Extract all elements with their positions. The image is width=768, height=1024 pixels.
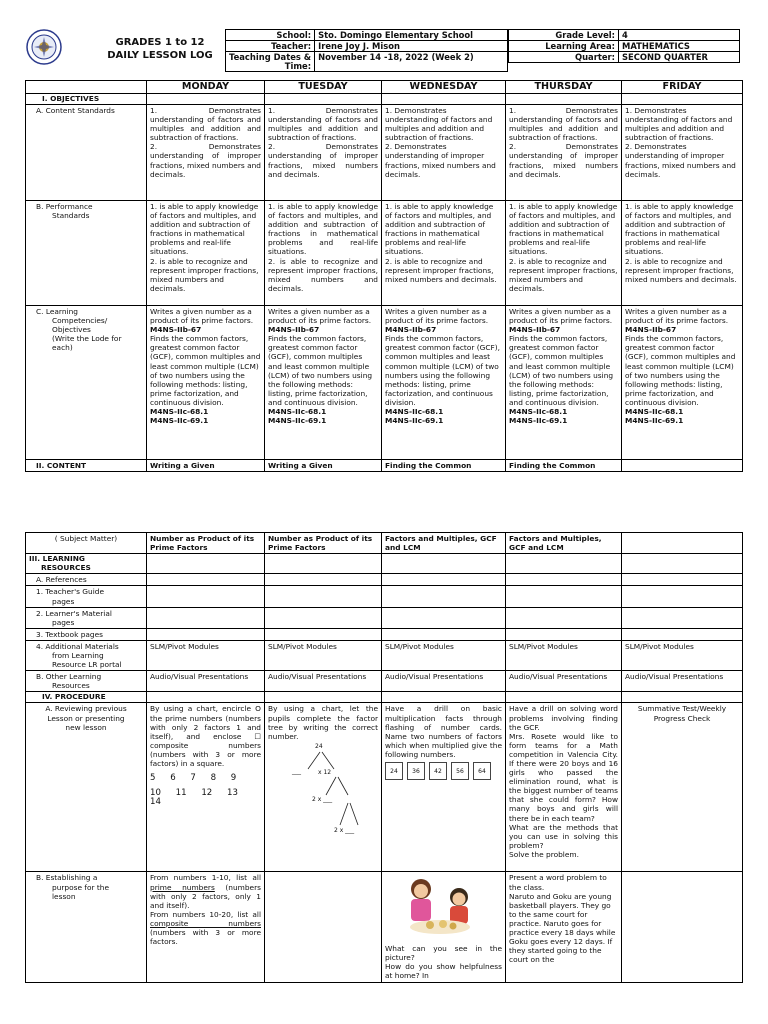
quarter-value: SECOND QUARTER (619, 52, 740, 63)
comp-wed-code2: M4NS-IIc-68.1 (385, 407, 444, 417)
quarter-label: Quarter: (509, 52, 619, 63)
competencies-mon (147, 306, 265, 460)
comp-tue-code1: M4NS-IIb-67 (268, 325, 320, 335)
comp-tue-code3: M4NS-IIc-69.1 (268, 416, 327, 426)
content-standards-label: A. Content Standards (26, 105, 147, 201)
corner-cell (26, 81, 147, 94)
comp-fri-code1: M4NS-IIb-67 (625, 325, 677, 335)
day-header-tue: TUESDAY (265, 81, 382, 94)
header-info-right (508, 29, 740, 63)
performance-label-1: B. Performance (36, 202, 93, 211)
additional-tue: SLM/Pivot Modules (265, 640, 382, 670)
factor-tree-diagram (268, 743, 378, 853)
competencies-label (26, 306, 147, 460)
review-tue-text: By using a chart, let the pupils complete the factor tree by writing the correct number. (268, 704, 378, 741)
purpose-mon-2: prime numbers (150, 882, 215, 892)
tg-pages-1: 1. Teacher's Guide (36, 587, 105, 597)
comp-wed-text1: Writes a given number as a product of its prime factors. (385, 307, 489, 326)
other-resources-1: B. Other Learning (36, 672, 102, 682)
purpose-thu: Present a word problem to the class. Naruto and Goku are young basketball players. They go to the same court for practice. Naruto goes for practice every 18 days while Goku goes every 12 days. If they started going to the court on the (506, 872, 622, 983)
competencies-thu (506, 306, 622, 460)
lesson-log-table-part-1 (25, 80, 743, 472)
school-value: Sto. Domingo Elementary School (315, 30, 508, 41)
area-value: MATHEMATICS (619, 41, 740, 52)
comp-thu-code3: M4NS-IIc-69.1 (509, 416, 568, 426)
lm-pages-1: 2. Learner's Material (36, 608, 112, 618)
competencies-label-3: Objectives (52, 325, 91, 335)
additional-materials-label (26, 640, 147, 670)
learning-resources-2: RESOURCES (41, 562, 91, 572)
number-cards (385, 762, 502, 780)
comp-tue-text1: Writes a given number as a product of its prime factors. (268, 307, 372, 326)
competencies-label-4: (Write the Lode for (52, 334, 122, 344)
day-header-mon: MONDAY (147, 81, 265, 94)
review-label-3: new lesson (65, 722, 107, 732)
title-line-1: GRADES 1 to 12 (115, 37, 205, 48)
comp-fri-code2: M4NS-IIc-68.1 (625, 407, 684, 417)
review-label-1: A. Reviewing previous (45, 704, 127, 714)
lm-pages-label (26, 607, 147, 628)
comp-fri-text2: Finds the common factors, greatest common factor (GCF), common multiples and least common multiple (LCM) of two numbers using the following methods: listing, prime factorization, and continuous division. (625, 334, 736, 407)
tg-pages-label (26, 586, 147, 607)
number-card: 42 (429, 762, 447, 780)
additional-1: 4. Additional Materials (36, 641, 119, 651)
content-tue-b: Number as Product of its Prime Factors (265, 533, 382, 554)
content-heading: II. CONTENT (26, 460, 147, 472)
performance-standards-thu: 1. is able to apply knowledge of factors and multiples, and addition and subtraction of fractions in mathematical problems and real-life situations. 2. is able to recognize and represent improper fractions, mixed numbers and decimals. (506, 201, 622, 306)
purpose-wed (382, 872, 506, 983)
area-label: Learning Area: (509, 41, 619, 52)
additional-fri: SLM/Pivot Modules (622, 640, 743, 670)
other-resources-fri: Audio/Visual Presentations (622, 671, 743, 692)
content-thu-a: Finding the Common (506, 460, 622, 472)
references-label: A. References (26, 574, 147, 586)
procedure-heading: IV. PROCEDURE (26, 692, 147, 703)
performance-standards-label (26, 201, 147, 306)
purpose-label-3: lesson (52, 891, 76, 901)
day-header-thu: THURSDAY (506, 81, 622, 94)
competencies-label-2: Competencies/ (52, 316, 108, 326)
comp-mon-code1: M4NS-IIb-67 (150, 325, 202, 335)
log-title (95, 36, 225, 62)
performance-standards-fri: 1. is able to apply knowledge of factors and multiples, and addition and subtraction of fractions in mathematical problems and real-life situations. 2. is able to recognize and represent improper fractions, mixed numbers and decimals. (622, 201, 743, 306)
comp-thu-code2: M4NS-IIc-68.1 (509, 407, 568, 417)
teacher-value: Irene Joy J. Mison (315, 41, 508, 52)
dates-value: November 14 -18, 2022 (Week 2) (315, 52, 508, 72)
content-standards-thu: 1. Demonstrates understanding of factors and multiples and addition and subtraction of fractions. 2. Demonstrates understanding of improper fractions, mixed numbers and decimals. (506, 105, 622, 201)
other-resources-2: Resources (52, 681, 90, 691)
comp-thu-text2: Finds the common factors, greatest common factor (GCF), common multiples and least common multiple (LCM) of two numbers using the following methods: listing, prime factorization, and continuous division. (509, 334, 614, 407)
purpose-mon-6: (numbers with 3 or more factors. (150, 927, 261, 947)
purpose-wed-text: What can you see in the picture? How do you show helpfulness at home? In (385, 943, 502, 980)
tree-row-2: 2 x ___ (312, 795, 333, 803)
other-resources-mon: Audio/Visual Presentations (147, 671, 265, 692)
review-mon-nums-1: 5 6 7 8 9 (150, 773, 237, 784)
subject-matter-label: ( Subject Matter) (26, 533, 147, 554)
number-card: 64 (473, 762, 491, 780)
textbook-pages-label: 3. Textbook pages (26, 628, 147, 640)
tree-row-3: 2 x ___ (334, 826, 355, 834)
purpose-mon-5: composite numbers (150, 918, 261, 928)
day-header-fri: FRIDAY (622, 81, 743, 94)
comp-wed-text2: Finds the common factors, greatest common factor (GCF), common multiples and least common multiple (LCM) of two numbers using the following methods: listing, prime factorization, and continuous division. (385, 334, 500, 407)
comp-wed-code3: M4NS-IIc-69.1 (385, 416, 444, 426)
review-wed-text: Have a drill on basic multiplication facts through flashing of number cards. Name two numbers of factors which when multiplied give the following numbers. (385, 704, 502, 759)
competencies-fri (622, 306, 743, 460)
review-tue (265, 703, 382, 872)
header-info-left (225, 29, 508, 72)
comp-mon-code2: M4NS-IIc-68.1 (150, 407, 209, 417)
grade-label: Grade Level: (509, 30, 619, 41)
purpose-mon-1: From numbers 1-10, list all (150, 873, 261, 883)
comp-mon-code3: M4NS-IIc-69.1 (150, 416, 209, 426)
grade-value: 4 (619, 30, 740, 41)
school-label: School: (226, 30, 315, 41)
competencies-label-1: C. Learning (36, 307, 78, 316)
content-thu-b: Factors and Multiples, GCF and LCM (506, 533, 622, 554)
comp-mon-text2: Finds the common factors, greatest common factor (GCF), common multiples and least common multiple (LCM) of two numbers using the following methods: listing, prime factorization, and continuous division. (150, 334, 261, 407)
number-card: 56 (451, 762, 469, 780)
additional-3: Resource LR portal (52, 660, 122, 670)
dates-label-2: Time: (284, 60, 312, 71)
comp-fri-code3: M4NS-IIc-69.1 (625, 416, 684, 426)
review-label-2: Lesson or presenting (47, 713, 125, 723)
performance-standards-wed: 1. is able to apply knowledge of factors and multiples, and addition and subtraction of fractions in mathematical problems and real-life situations. 2. is able to recognize and represent improper fractions, mixed numbers and decimals. (382, 201, 506, 306)
number-card: 36 (407, 762, 425, 780)
number-card: 24 (385, 762, 403, 780)
content-standards-fri: 1. Demonstrates understanding of factors and multiples and addition and subtraction of fractions. 2. Demonstrates understanding of improper fractions, mixed numbers and decimals. (622, 105, 743, 201)
additional-wed: SLM/Pivot Modules (382, 640, 506, 670)
competencies-tue (265, 306, 382, 460)
review-mon (147, 703, 265, 872)
teacher-label: Teacher: (226, 41, 315, 52)
competencies-label-5: each) (52, 343, 73, 353)
day-header-wed: WEDNESDAY (382, 81, 506, 94)
content-mon-a: Writing a Given (147, 460, 265, 472)
other-resources-tue: Audio/Visual Presentations (265, 671, 382, 692)
objectives-heading: I. OBJECTIVES (26, 94, 147, 105)
content-standards-mon: 1. Demonstrates understanding of factors and multiples and addition and subtraction of fractions. 2. Demonstrates understanding of improper fractions, mixed numbers and decimals. (147, 105, 265, 201)
review-thu: Have a drill on solving word problems involving finding the GCF. Mrs. Rosete would like to form teams for a Math competition in Valencia City. If there were 20 boys and 16 girls who passed the elimination round, what is the biggest number of teams that she could form? How many boys and girls will there be in each team? What are the methods that you can use in solving this problem? Solve the problem. (506, 703, 622, 872)
review-label (26, 703, 147, 872)
additional-thu: SLM/Pivot Modules (506, 640, 622, 670)
content-standards-tue: 1. Demonstrates understanding of factors and multiples and addition and subtraction of fractions. 2. Demonstrates understanding of improper fractions, mixed numbers and decimals. (265, 105, 382, 201)
review-mon-text: By using a chart, encircle O the prime numbers (numbers with only 2 factors 1 and itself), and enclose ☐ composite numbers (numbers with 3 or more factors) in a square. (150, 704, 261, 768)
purpose-label-1: B. Establishing a (36, 873, 98, 883)
content-wed-a: Finding the Common (382, 460, 506, 472)
additional-2: from Learning (52, 651, 104, 661)
tree-mid: x 12 (318, 768, 332, 776)
comp-thu-text1: Writes a given number as a product of its prime factors. (509, 307, 613, 326)
deped-seal-logo (26, 29, 62, 65)
content-tue-a: Writing a Given (265, 460, 382, 472)
additional-mon: SLM/Pivot Modules (147, 640, 265, 670)
helping-children-illustration (385, 873, 495, 941)
lm-pages-2: pages (52, 617, 75, 627)
comp-wed-code1: M4NS-IIb-67 (385, 325, 437, 335)
competencies-wed (382, 306, 506, 460)
review-mon-nums-2: 10 11 12 13 14 (150, 788, 238, 808)
learning-resources-heading (26, 554, 147, 574)
performance-label-2: Standards (52, 211, 90, 221)
tree-blank-1: ___ (292, 767, 301, 775)
title-line-2: DAILY LESSON LOG (107, 50, 213, 61)
review-wed (382, 703, 506, 872)
tree-top-number: 24 (315, 742, 323, 750)
purpose-mon (147, 872, 265, 983)
purpose-mon-3: (numbers with only 2 factors, only 1 and itself). (150, 882, 261, 910)
comp-tue-text2: Finds the common factors, greatest common factor (GCF), common multiples and least common multiple (LCM) of two numbers using the following methods: listing, prime factorization, and continuous division. (268, 334, 373, 407)
performance-standards-mon: 1. is able to apply knowledge of factors and multiples, and addition and subtraction of fractions in mathematical problems and real-life situations. 2. is able to recognize and represent improper fractions, mixed numbers and decimals. (147, 201, 265, 306)
comp-mon-text1: Writes a given number as a product of its prime factors. (150, 307, 254, 326)
comp-fri-text1: Writes a given number as a product of its prime factors. (625, 307, 729, 326)
review-fri: Summative Test/Weekly Progress Check (622, 703, 743, 872)
other-resources-thu: Audio/Visual Presentations (506, 671, 622, 692)
other-resources-wed: Audio/Visual Presentations (382, 671, 506, 692)
lesson-log-table-part-2 (25, 532, 743, 983)
content-mon-b: Number as Product of its Prime Factors (147, 533, 265, 554)
other-resources-label (26, 671, 147, 692)
performance-standards-tue: 1. is able to apply knowledge of factors and multiples, and addition and subtraction of fractions in mathematical problems and real-life situations. 2. is able to recognize and represent improper fractions, mixed numbers and decimals. (265, 201, 382, 306)
purpose-label (26, 872, 147, 983)
learning-resources-1: III. LEARNING (29, 554, 85, 564)
dates-label (226, 52, 315, 72)
comp-tue-code2: M4NS-IIc-68.1 (268, 407, 327, 417)
purpose-label-2: purpose for the (52, 882, 110, 892)
content-standards-wed: 1. Demonstrates understanding of factors and multiples and addition and subtraction of fractions. 2. Demonstrates understanding of improper fractions, mixed numbers and decimals. (382, 105, 506, 201)
purpose-mon-4: From numbers 10-20, list all (150, 909, 261, 919)
content-wed-b: Factors and Multiples, GCF and LCM (382, 533, 506, 554)
tg-pages-2: pages (52, 596, 75, 606)
comp-thu-code1: M4NS-IIb-67 (509, 325, 561, 335)
dates-label-1: Teaching Dates & (229, 51, 312, 62)
